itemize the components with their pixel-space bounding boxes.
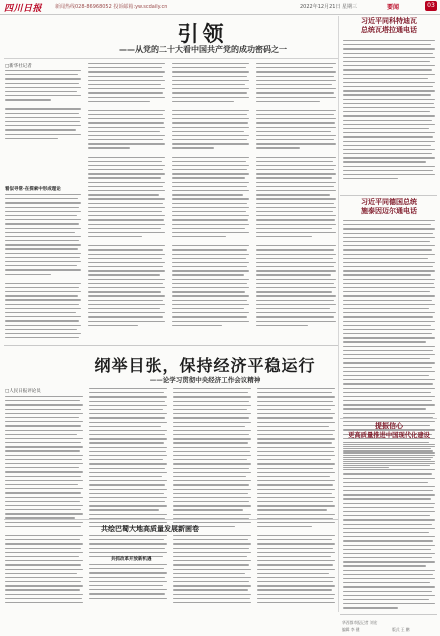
footer-editor: 编辑 李 健 xyxy=(342,627,360,632)
sidebar-mid-title-2: 施泰因迈尔通电话 xyxy=(361,207,417,215)
sidebar-top-title-2: 总统瓦塔拉通电话 xyxy=(361,26,417,34)
main-subhead: 看似寻常·在探索中形成理论 xyxy=(5,187,61,192)
third-text-col-3 xyxy=(173,535,251,603)
main-text-col-3 xyxy=(172,63,249,326)
footer-divider xyxy=(340,614,437,615)
second-text-col-2 xyxy=(89,388,167,527)
footer-reporter: 华西都市报记者 刘宏 xyxy=(342,620,378,625)
main-text-col-2 xyxy=(88,63,165,326)
sidebar-divider xyxy=(340,418,437,419)
main-byline: □新华社记者 xyxy=(5,64,32,69)
main-text-col-1b xyxy=(5,194,81,338)
sidebar-top-text xyxy=(343,40,435,179)
sidebar-top-story xyxy=(341,17,437,35)
third-text-col-2b xyxy=(89,564,167,599)
column-divider xyxy=(338,16,339,612)
third-headline: 共绘巴蜀大地高质量发展新画卷 xyxy=(101,525,199,533)
second-headline: 纲举目张，保持经济平稳运行 xyxy=(94,356,316,375)
second-subheadline: ——论学习贯彻中央经济工作会议精神 xyxy=(149,376,261,384)
main-text-col-1 xyxy=(5,70,81,144)
sidebar-bottom-title-2: 更高质量推进中国现代化建设 xyxy=(348,432,430,439)
third-subhead: 共抓改革开放新机遇 xyxy=(111,557,152,562)
masthead-contact: 新闻热线028-86968052 投诉邮箱:yw.scdaily.cn xyxy=(55,4,168,10)
sidebar-mid-title-1: 习近平同德国总统 xyxy=(361,198,417,206)
newspaper-logo: 四川日报 xyxy=(4,4,43,14)
masthead-date: 2022年12月21日 星期三 xyxy=(300,4,358,10)
third-text-col-1 xyxy=(5,535,83,603)
divider xyxy=(4,345,338,346)
divider xyxy=(4,519,338,520)
main-text-col-4 xyxy=(256,63,336,326)
sidebar-divider xyxy=(340,195,437,196)
second-text-col-1 xyxy=(5,396,83,527)
divider xyxy=(4,58,338,59)
sidebar-bottom-text xyxy=(343,444,435,609)
page-number: 03 xyxy=(425,1,437,11)
sidebar-mid-story xyxy=(341,198,437,216)
second-text-col-4 xyxy=(257,388,335,527)
second-byline: □人民日报评论员 xyxy=(5,389,41,394)
main-headline: 引领 xyxy=(177,21,228,46)
section-name: 要闻 xyxy=(387,4,400,11)
sidebar-bottom-story xyxy=(341,422,437,440)
third-text-col-4 xyxy=(257,535,335,603)
second-text-col-3 xyxy=(173,388,251,527)
footer-layout: 版式 王 鹏 xyxy=(392,627,410,632)
sidebar-bottom-title-1: 提振信心 xyxy=(375,422,403,430)
sidebar-top-title-1: 习近平同科特迪瓦 xyxy=(361,17,417,25)
third-text-col-2 xyxy=(89,535,167,557)
main-subheadline: ——从党的二十大看中国共产党的成功密码之一 xyxy=(119,45,287,54)
